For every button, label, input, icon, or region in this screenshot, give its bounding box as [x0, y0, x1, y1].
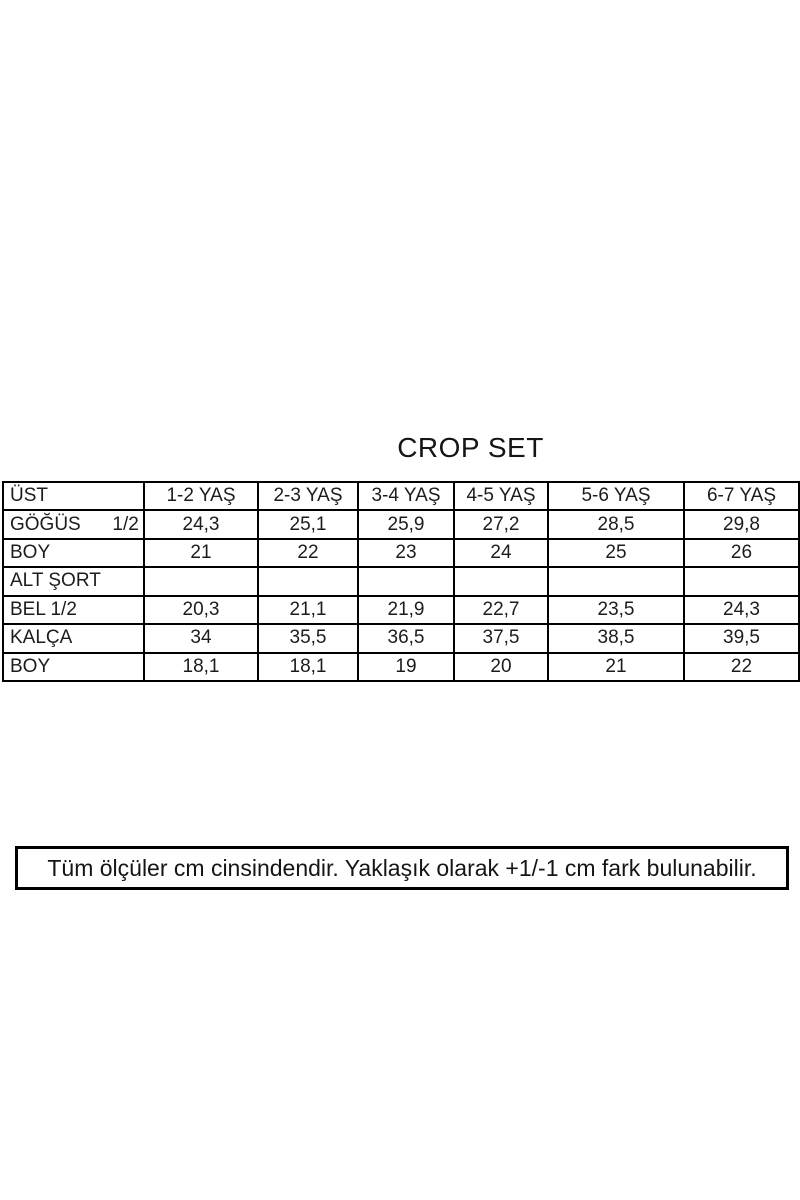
size-value-cell: 34 [144, 624, 258, 652]
size-value-cell: 22 [684, 653, 799, 681]
size-value-cell: 35,5 [258, 624, 358, 652]
table-row [3, 567, 799, 595]
row-label-cell: BOY [3, 653, 144, 681]
table-row [3, 482, 799, 510]
size-value-cell [454, 567, 548, 595]
size-value-cell: 25,9 [358, 510, 454, 538]
age-header-cell: 4-5 YAŞ [454, 482, 548, 510]
size-value-cell: 22 [258, 539, 358, 567]
size-value-cell: 21 [548, 653, 684, 681]
size-value-cell: 21,1 [258, 596, 358, 624]
size-value-cell: 29,8 [684, 510, 799, 538]
measurement-note-text: Tüm ölçüler cm cinsindendir. Yaklaşık olarak +1/-1 cm fark bulunabilir. [47, 854, 757, 881]
age-header-cell: 6-7 YAŞ [684, 482, 799, 510]
table-row [3, 624, 799, 652]
table-row [3, 596, 799, 624]
size-value-cell: 18,1 [258, 653, 358, 681]
size-value-cell: 22,7 [454, 596, 548, 624]
size-value-cell [684, 567, 799, 595]
table-row [3, 539, 799, 567]
size-value-cell: 21 [144, 539, 258, 567]
size-value-cell: 18,1 [144, 653, 258, 681]
size-value-cell: 37,5 [454, 624, 548, 652]
size-value-cell [144, 567, 258, 595]
age-header-cell: 1-2 YAŞ [144, 482, 258, 510]
measurement-note-box [15, 846, 789, 890]
size-value-cell: 24 [454, 539, 548, 567]
age-header-cell: 5-6 YAŞ [548, 482, 684, 510]
size-value-cell [258, 567, 358, 595]
size-value-cell: 27,2 [454, 510, 548, 538]
table-row [3, 653, 799, 681]
size-value-cell: 28,5 [548, 510, 684, 538]
size-value-cell: 23,5 [548, 596, 684, 624]
size-value-cell: 26 [684, 539, 799, 567]
size-value-cell: 20 [454, 653, 548, 681]
age-header-cell: 3-4 YAŞ [358, 482, 454, 510]
size-value-cell: 36,5 [358, 624, 454, 652]
row-label-cell: GÖĞÜS 1/2 [3, 510, 144, 538]
size-value-cell: 19 [358, 653, 454, 681]
row-label-cell: BOY [3, 539, 144, 567]
size-value-cell: 23 [358, 539, 454, 567]
page-title: CROP SET [397, 432, 544, 463]
size-value-cell: 25 [548, 539, 684, 567]
size-table [2, 481, 800, 682]
size-value-cell [548, 567, 684, 595]
row-label-cell: BEL 1/2 [3, 596, 144, 624]
size-value-cell: 24,3 [144, 510, 258, 538]
row-label-cell: KALÇA [3, 624, 144, 652]
row-label-cell: ÜST [3, 482, 144, 510]
size-value-cell: 38,5 [548, 624, 684, 652]
row-label-cell: ALT ŞORT [3, 567, 144, 595]
table-row [3, 510, 799, 538]
size-value-cell: 21,9 [358, 596, 454, 624]
size-value-cell: 20,3 [144, 596, 258, 624]
size-value-cell: 25,1 [258, 510, 358, 538]
age-header-cell: 2-3 YAŞ [258, 482, 358, 510]
size-value-cell [358, 567, 454, 595]
size-value-cell: 24,3 [684, 596, 799, 624]
size-value-cell: 39,5 [684, 624, 799, 652]
